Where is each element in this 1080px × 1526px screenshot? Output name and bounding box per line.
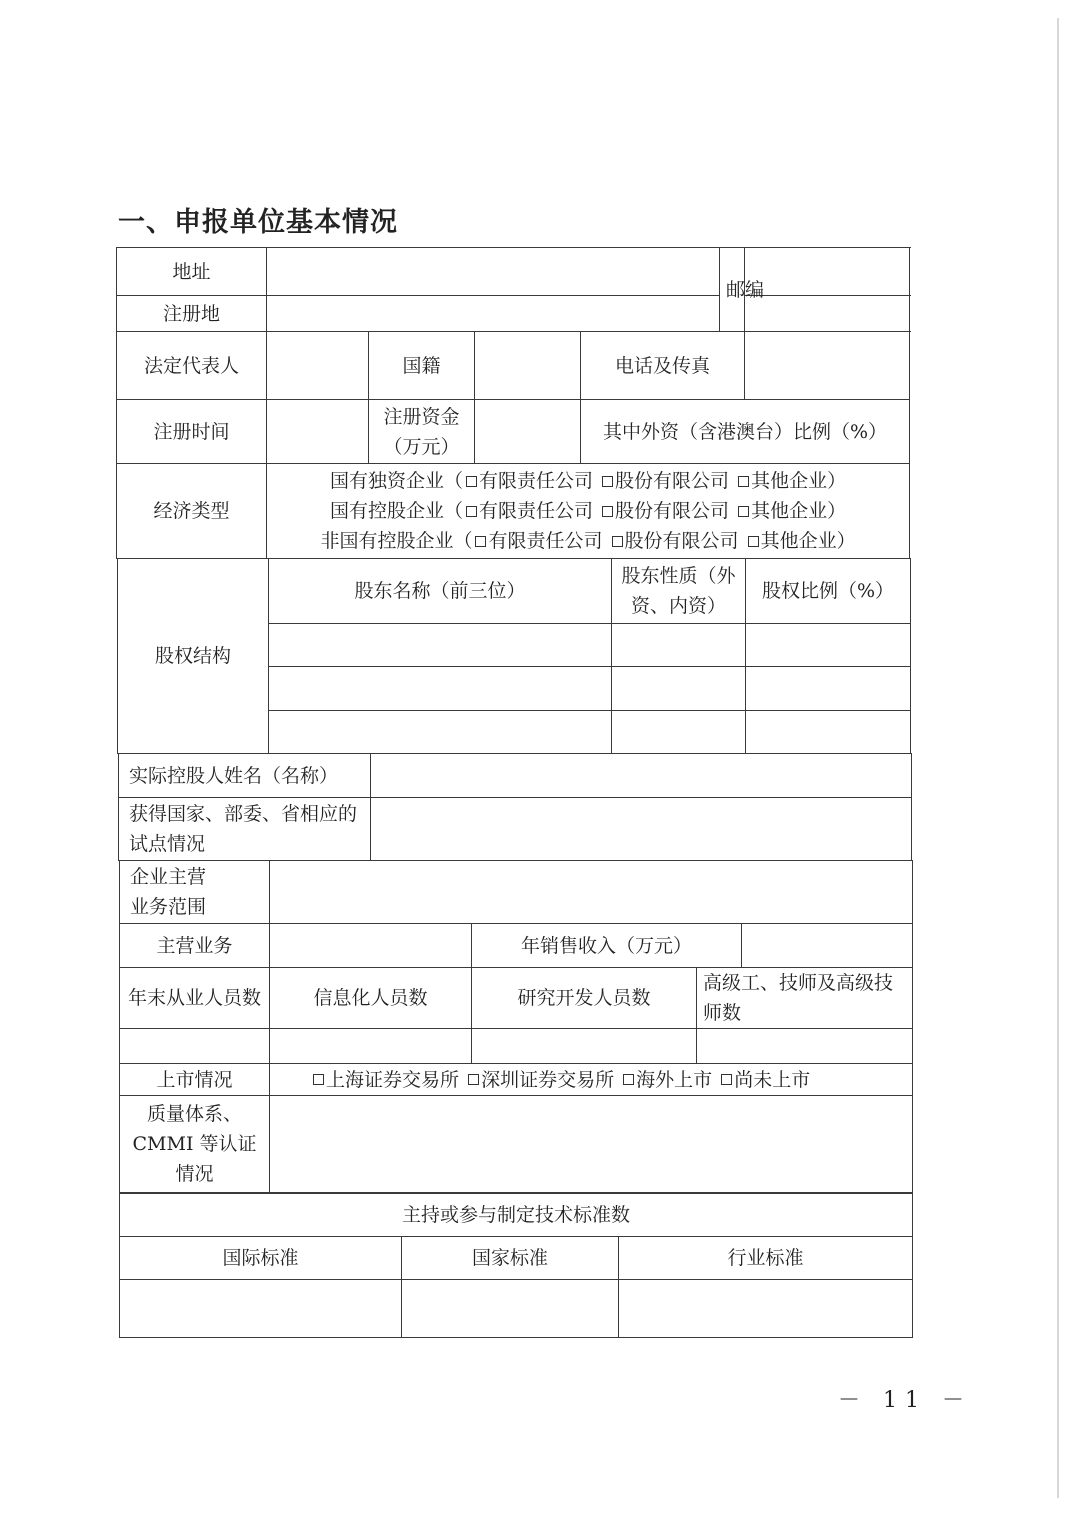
industry-std-label: 行业标准	[619, 1237, 913, 1280]
equity-structure-label: 股权结构	[118, 559, 269, 754]
rd-staff-label: 研究开发人员数	[472, 968, 697, 1029]
shareholder-nature-cell[interactable]	[612, 711, 746, 754]
legal-rep-value[interactable]	[267, 332, 369, 400]
equity-ratio-cell[interactable]	[746, 667, 911, 711]
listing-label: 上市情况	[120, 1064, 270, 1096]
phone-fax-label: 电话及传真	[581, 332, 745, 400]
reg-time-value[interactable]	[267, 400, 369, 464]
controller-table	[118, 753, 912, 861]
main-business-label: 主营业务	[120, 924, 270, 968]
page-number: － 11 －	[838, 1388, 972, 1413]
shareholder-name-header: 股东名称（前三位）	[269, 559, 612, 624]
equity-ratio-header: 股权比例（%）	[746, 559, 911, 624]
checkbox[interactable]	[738, 476, 749, 487]
certification-label: 质量体系、CMMI 等认证情况	[120, 1096, 270, 1193]
shareholder-name-cell[interactable]	[269, 711, 612, 754]
year-end-staff-label: 年末从业人员数	[120, 968, 270, 1029]
address-value[interactable]	[267, 248, 720, 296]
economic-type-label: 经济类型	[117, 464, 267, 559]
nationality-label: 国籍	[369, 332, 475, 400]
checkbox[interactable]	[602, 506, 613, 517]
standards-table	[119, 1193, 913, 1338]
equity-ratio-cell[interactable]	[746, 711, 911, 754]
actual-controller-label: 实际控股人姓名（名称）	[119, 754, 371, 798]
listing-options: 上海证券交易所 深圳证券交易所 海外上市 尚未上市	[270, 1064, 913, 1096]
economic-row-1: 国有独资企业（ 有限责任公司 股份有限公司 其他企业）	[329, 470, 847, 492]
business-scope-label: 企业主营业务范围	[120, 861, 270, 924]
postcode-value-2[interactable]	[745, 296, 910, 332]
checkbox[interactable]	[475, 536, 486, 547]
it-staff-value[interactable]	[270, 1029, 472, 1064]
industry-std-value[interactable]	[619, 1280, 913, 1338]
pilot-status-label: 获得国家、部委、省相应的试点情况	[119, 798, 371, 861]
standards-header: 主持或参与制定技术标准数	[120, 1194, 913, 1237]
postcode-value-1[interactable]	[745, 248, 910, 296]
postcode-label: 邮编	[720, 248, 745, 332]
business-table	[119, 860, 913, 1193]
year-end-staff-value[interactable]	[120, 1029, 270, 1064]
foreign-ratio-label: 其中外资（含港澳台）比例（%）	[581, 400, 910, 464]
checkbox[interactable]	[612, 536, 623, 547]
shareholder-name-cell[interactable]	[269, 624, 612, 667]
checkbox[interactable]	[466, 506, 477, 517]
national-std-value[interactable]	[402, 1280, 619, 1338]
checkbox[interactable]	[748, 536, 759, 547]
senior-tech-label: 高级工、技师及高级技师数	[697, 968, 913, 1029]
equity-ratio-cell[interactable]	[746, 624, 911, 667]
checkbox[interactable]	[468, 1074, 479, 1085]
national-std-label: 国家标准	[402, 1237, 619, 1280]
reg-capital-label: 注册资金（万元）	[369, 400, 475, 464]
economic-row-3: 非国有控股企业（ 有限责任公司 股份有限公司 其他企业）	[320, 530, 856, 552]
reg-capital-value[interactable]	[475, 400, 581, 464]
checkbox[interactable]	[623, 1074, 634, 1085]
pilot-status-value[interactable]	[371, 798, 912, 861]
actual-controller-value[interactable]	[371, 754, 912, 798]
shareholder-nature-header: 股东性质（外资、内资）	[612, 559, 746, 624]
registered-place-label: 注册地	[117, 296, 267, 332]
senior-tech-value[interactable]	[697, 1029, 913, 1064]
legal-rep-label: 法定代表人	[117, 332, 267, 400]
equity-table	[117, 558, 911, 754]
basic-info-table-top	[116, 247, 910, 559]
certification-value[interactable]	[270, 1096, 913, 1193]
checkbox[interactable]	[721, 1074, 732, 1085]
annual-sales-label: 年销售收入（万元）	[472, 924, 742, 968]
page-edge-line	[1057, 18, 1059, 1498]
it-staff-label: 信息化人员数	[270, 968, 472, 1029]
shareholder-nature-cell[interactable]	[612, 667, 746, 711]
intl-std-value[interactable]	[120, 1280, 402, 1338]
intl-std-label: 国际标准	[120, 1237, 402, 1280]
checkbox[interactable]	[602, 476, 613, 487]
shareholder-name-cell[interactable]	[269, 667, 612, 711]
annual-sales-value[interactable]	[742, 924, 913, 968]
registered-place-value[interactable]	[267, 296, 720, 332]
section-title: 一、申报单位基本情况	[118, 207, 398, 238]
checkbox[interactable]	[313, 1074, 324, 1085]
rd-staff-value[interactable]	[472, 1029, 697, 1064]
shareholder-nature-cell[interactable]	[612, 624, 746, 667]
phone-fax-value[interactable]	[745, 332, 910, 400]
checkbox[interactable]	[738, 506, 749, 517]
economic-row-2: 国有控股企业（ 有限责任公司 股份有限公司 其他企业）	[329, 500, 847, 522]
main-business-value[interactable]	[270, 924, 472, 968]
reg-time-label: 注册时间	[117, 400, 267, 464]
economic-type-options	[267, 464, 910, 559]
address-label: 地址	[117, 248, 267, 296]
checkbox[interactable]	[466, 476, 477, 487]
nationality-value[interactable]	[475, 332, 581, 400]
business-scope-value[interactable]	[270, 861, 913, 924]
